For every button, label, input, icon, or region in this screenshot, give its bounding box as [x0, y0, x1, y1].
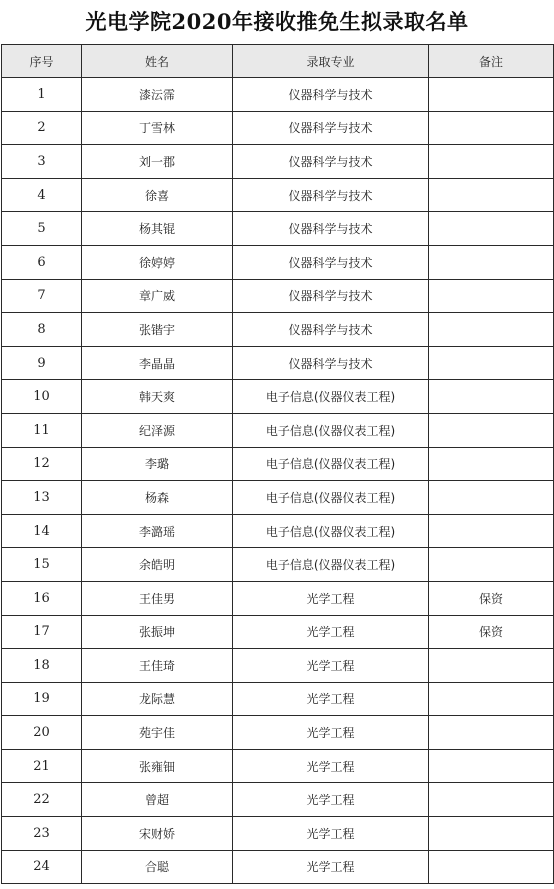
cell-major: 仪器科学与技术: [233, 212, 429, 246]
cell-seq: 22: [2, 783, 82, 817]
cell-major: 仪器科学与技术: [233, 78, 429, 112]
cell-major: 仪器科学与技术: [233, 313, 429, 347]
table-row: [2, 716, 554, 750]
table-row: [2, 279, 554, 313]
cell-major: 电子信息(仪器仪表工程): [233, 380, 429, 414]
cell-name: 李璐: [82, 447, 233, 481]
cell-major: 光学工程: [233, 615, 429, 649]
cell-seq: 10: [2, 380, 82, 414]
cell-note: [429, 313, 554, 347]
table-row: [2, 380, 554, 414]
cell-seq: 9: [2, 346, 82, 380]
cell-seq: 20: [2, 716, 82, 750]
cell-note: [429, 817, 554, 851]
cell-name: 张锴宇: [82, 313, 233, 347]
table-row: [2, 178, 554, 212]
table-row: [2, 111, 554, 145]
cell-name: 余皓明: [82, 548, 233, 582]
cell-name: 韩天爽: [82, 380, 233, 414]
table-row: [2, 749, 554, 783]
table-row: [2, 649, 554, 683]
cell-seq: 7: [2, 279, 82, 313]
cell-note: [429, 346, 554, 380]
cell-name: 曾超: [82, 783, 233, 817]
cell-note: [429, 548, 554, 582]
cell-note: 保资: [429, 581, 554, 615]
cell-name: 龙际慧: [82, 682, 233, 716]
table-row: [2, 783, 554, 817]
cell-seq: 1: [2, 78, 82, 112]
table-row: [2, 514, 554, 548]
cell-major: 电子信息(仪器仪表工程): [233, 413, 429, 447]
cell-major: 仪器科学与技术: [233, 245, 429, 279]
cell-note: [429, 514, 554, 548]
cell-name: 王佳琦: [82, 649, 233, 683]
cell-name: 徐婷婷: [82, 245, 233, 279]
cell-major: 光学工程: [233, 581, 429, 615]
table-row: [2, 481, 554, 515]
cell-seq: 18: [2, 649, 82, 683]
table-row: [2, 413, 554, 447]
cell-seq: 5: [2, 212, 82, 246]
cell-seq: 16: [2, 581, 82, 615]
cell-seq: 3: [2, 145, 82, 179]
table-row: [2, 850, 554, 884]
cell-note: [429, 413, 554, 447]
cell-name: 刘一郡: [82, 145, 233, 179]
cell-major: 光学工程: [233, 749, 429, 783]
page-title: 光电学院2020年接收推免生拟录取名单: [85, 9, 469, 34]
cell-seq: 24: [2, 850, 82, 884]
cell-name: 徐喜: [82, 178, 233, 212]
cell-seq: 15: [2, 548, 82, 582]
table-row: [2, 447, 554, 481]
cell-note: [429, 447, 554, 481]
cell-seq: 11: [2, 413, 82, 447]
cell-note: [429, 716, 554, 750]
cell-seq: 8: [2, 313, 82, 347]
cell-seq: 23: [2, 817, 82, 851]
cell-seq: 4: [2, 178, 82, 212]
cell-major: 电子信息(仪器仪表工程): [233, 447, 429, 481]
cell-major: 光学工程: [233, 817, 429, 851]
table-body: [2, 78, 554, 884]
cell-note: 保资: [429, 615, 554, 649]
cell-major: 仪器科学与技术: [233, 145, 429, 179]
table-row: [2, 145, 554, 179]
table-row: [2, 245, 554, 279]
cell-seq: 6: [2, 245, 82, 279]
cell-note: [429, 279, 554, 313]
cell-name: 王佳男: [82, 581, 233, 615]
cell-seq: 13: [2, 481, 82, 515]
cell-note: [429, 481, 554, 515]
header-seq: 序号: [2, 45, 82, 78]
cell-seq: 21: [2, 749, 82, 783]
table-row: [2, 581, 554, 615]
cell-seq: 19: [2, 682, 82, 716]
header-name: 姓名: [82, 45, 233, 78]
cell-major: 仪器科学与技术: [233, 346, 429, 380]
cell-major: 仪器科学与技术: [233, 178, 429, 212]
cell-note: [429, 783, 554, 817]
header-major: 录取专业: [233, 45, 429, 78]
cell-major: 电子信息(仪器仪表工程): [233, 548, 429, 582]
cell-note: [429, 682, 554, 716]
cell-name: 漆沄霈: [82, 78, 233, 112]
cell-name: 李潞瑶: [82, 514, 233, 548]
cell-name: 杨森: [82, 481, 233, 515]
cell-major: 光学工程: [233, 783, 429, 817]
table-row: [2, 682, 554, 716]
table-row: [2, 817, 554, 851]
table-row: [2, 615, 554, 649]
table-row: [2, 212, 554, 246]
cell-name: 杨其锟: [82, 212, 233, 246]
table-row: [2, 78, 554, 112]
cell-seq: 17: [2, 615, 82, 649]
cell-name: 苑宇佳: [82, 716, 233, 750]
cell-major: 仪器科学与技术: [233, 111, 429, 145]
table-row: [2, 548, 554, 582]
table-header-row: [2, 45, 554, 78]
table-row: [2, 346, 554, 380]
cell-major: 电子信息(仪器仪表工程): [233, 514, 429, 548]
cell-note: [429, 749, 554, 783]
cell-name: 张雍钿: [82, 749, 233, 783]
table-row: [2, 313, 554, 347]
cell-major: 光学工程: [233, 716, 429, 750]
cell-note: [429, 111, 554, 145]
cell-name: 纪泽源: [82, 413, 233, 447]
cell-seq: 14: [2, 514, 82, 548]
cell-major: 光学工程: [233, 850, 429, 884]
cell-name: 李晶晶: [82, 346, 233, 380]
cell-seq: 2: [2, 111, 82, 145]
cell-name: 丁雪林: [82, 111, 233, 145]
cell-major: 电子信息(仪器仪表工程): [233, 481, 429, 515]
cell-note: [429, 245, 554, 279]
cell-note: [429, 78, 554, 112]
cell-note: [429, 850, 554, 884]
cell-major: 光学工程: [233, 682, 429, 716]
cell-seq: 12: [2, 447, 82, 481]
cell-major: 光学工程: [233, 649, 429, 683]
cell-name: 合聪: [82, 850, 233, 884]
cell-note: [429, 212, 554, 246]
cell-note: [429, 145, 554, 179]
header-note: 备注: [429, 45, 554, 78]
admission-table: [1, 44, 554, 884]
cell-note: [429, 380, 554, 414]
cell-note: [429, 649, 554, 683]
cell-name: 宋财娇: [82, 817, 233, 851]
cell-major: 仪器科学与技术: [233, 279, 429, 313]
cell-note: [429, 178, 554, 212]
cell-name: 章广威: [82, 279, 233, 313]
cell-name: 张振坤: [82, 615, 233, 649]
